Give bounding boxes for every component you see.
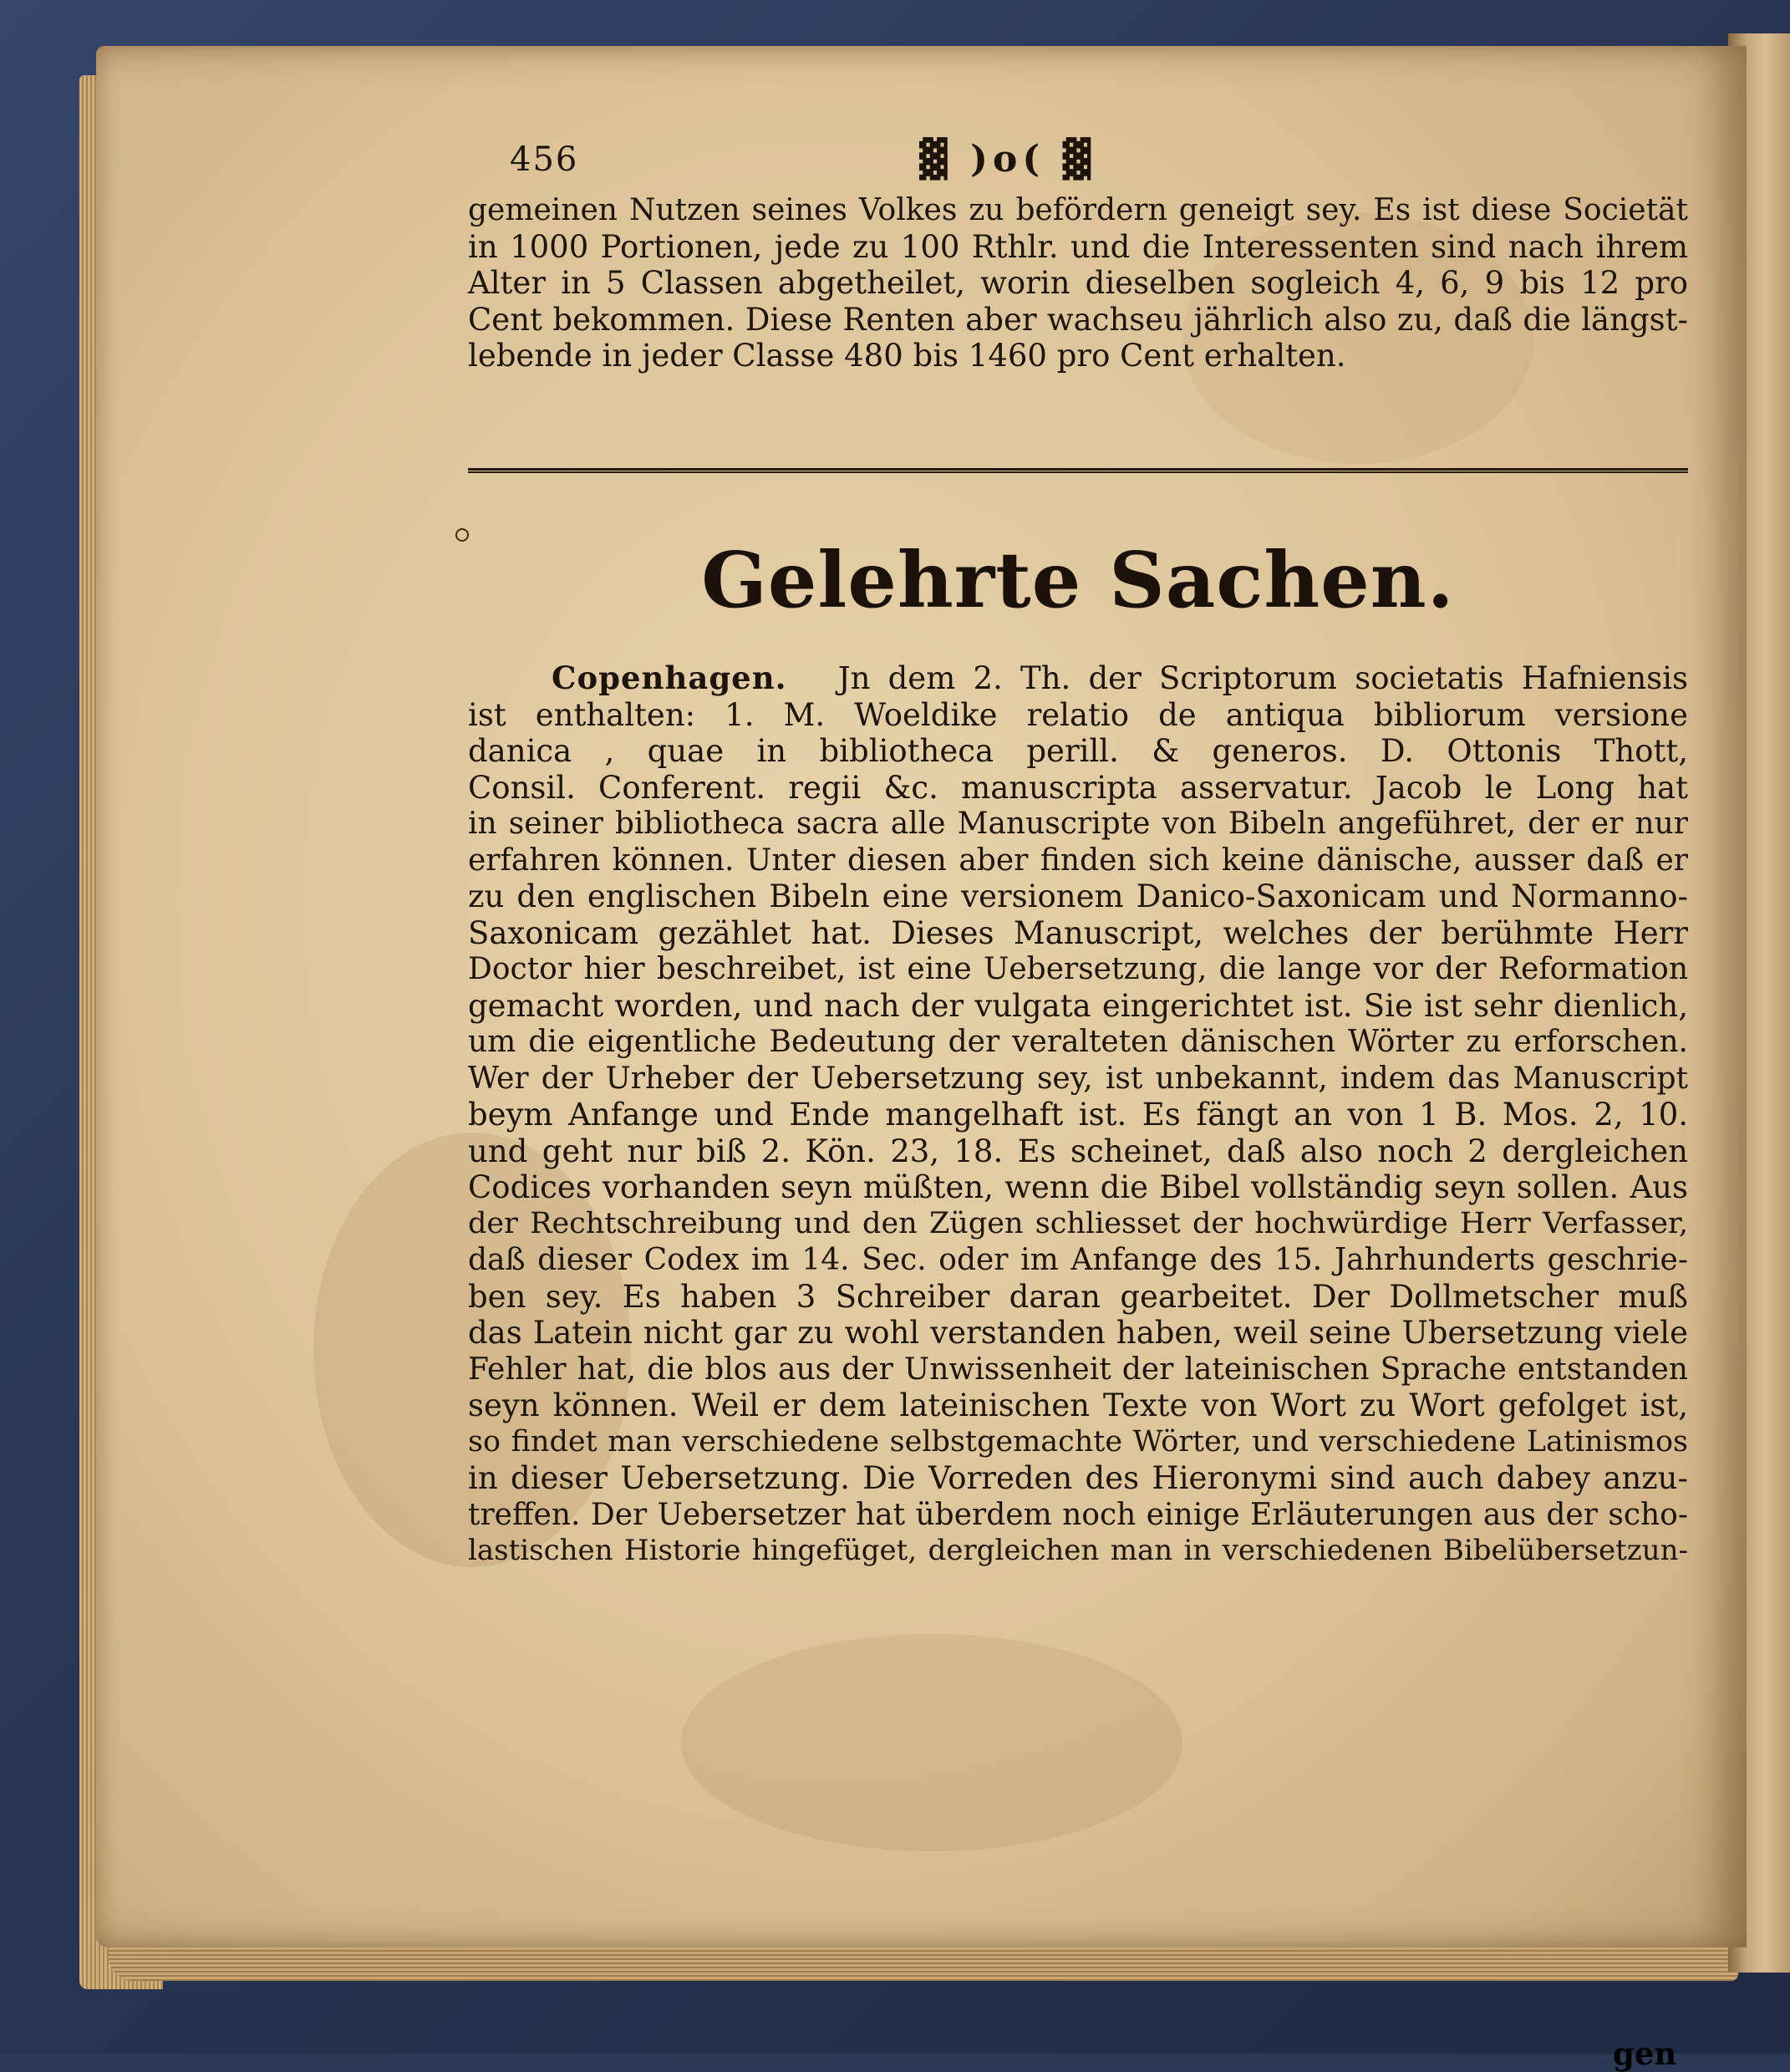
page-number: 456 xyxy=(510,140,579,179)
article-paragraph xyxy=(468,660,1688,1570)
section-heading: Gelehrte Sachen. xyxy=(701,535,1455,625)
text-line: seyn können. Weil er dem lateinischen Texte von Wort zu Wort gefolget ist, xyxy=(468,1387,1688,1423)
text-line: Consil. Conferent. regii &c. manuscripta asservatur. Jacob le Long hat xyxy=(468,769,1688,806)
intro-paragraph xyxy=(468,192,1688,374)
text-line-rest: Jn dem 2. Th. der Scriptorum societatis Hafniensis xyxy=(837,660,1688,696)
catchword: gen xyxy=(1613,2035,1677,2072)
page-top-block xyxy=(468,134,1688,374)
text-line-first xyxy=(468,660,1688,697)
text-line: ben sey. Es haben 3 Schreiber daran gearbeitet. Der Dollmetscher muß xyxy=(468,1278,1688,1315)
text-line: um die eigentliche Bedeutung der veralteten dänischen Wörter zu erforschen. xyxy=(468,1025,1688,1059)
text-line: zu den englischen Bibeln eine versionem Danico-Saxonicam und Normanno- xyxy=(468,878,1688,914)
text-line: Doctor hier beschreibet, ist eine Uebersetzung, die lange vor der Reformation xyxy=(468,952,1688,986)
text-line: Fehler hat, die blos aus der Unwissenheit der lateinischen Sprache entstanden xyxy=(468,1352,1688,1387)
section-divider xyxy=(468,468,1688,473)
article-body xyxy=(468,660,1688,1570)
text-line: daß dieser Codex im 14. Sec. oder im Anfange des 15. Jahrhunderts geschrie- xyxy=(468,1243,1688,1277)
running-head-ornament: ▓ )o( ▓ xyxy=(919,138,1096,181)
place-name: Copenhagen. xyxy=(552,659,787,696)
text-line: beym Anfange und Ende mangelhaft ist. Es fängt an von 1 B. Mos. 2, 10. xyxy=(468,1097,1688,1133)
margin-mark xyxy=(455,528,469,542)
text-line: gemacht worden, und nach der vulgata eingerichtet ist. Sie ist sehr dienlich, xyxy=(468,987,1688,1024)
text-line: in dieser Uebersetzung. Die Vorreden des Hieronymi sind auch dabey anzu- xyxy=(468,1460,1688,1496)
page-header xyxy=(468,134,1688,192)
text-line: treffen. Der Uebersetzer hat überdem noch einige Erläuterungen aus der scho- xyxy=(468,1497,1688,1532)
text-line: in seiner bibliotheca sacra alle Manuscripte von Bibeln angeführet, der er nur xyxy=(468,807,1688,841)
text-line: lastischen Historie hingefüget, dergleichen man in verschiedenen Bibelübersetzun- xyxy=(468,1534,1688,1567)
text-line: ist enthalten: 1. M. Woeldike relatio de antiqua bibliorum versione xyxy=(468,696,1688,733)
text-line: so findet man verschiedene selbstgemachte Wörter, und verschiedene Latinismos xyxy=(468,1424,1688,1459)
text-line: Codices vorhanden seyn müßten, wenn die Bibel vollständig seyn sollen. Aus xyxy=(468,1169,1688,1205)
text-line: erfahren können. Unter diesen aber finden sich keine dänische, ausser daß er xyxy=(468,843,1688,878)
paper-stain xyxy=(681,1634,1182,1851)
text-line: der Rechtschreibung und den Zügen schliesset der hochwürdige Herr Verfasser, xyxy=(468,1206,1688,1240)
text-line: das Latein nicht gar zu wohl verstanden haben, weil seine Ubersetzung viele xyxy=(468,1315,1688,1351)
text-line: danica , quae in bibliotheca perill. & generos. D. Ottonis Thott, xyxy=(468,733,1688,769)
text-line: Cent bekommen. Diese Renten aber wachseu jährlich also zu, daß die längst- xyxy=(468,301,1688,338)
text-line: Alter in 5 Classen abgetheilet, worin dieselben sogleich 4, 6, 9 bis 12 pro xyxy=(468,265,1688,301)
text-line: Saxonicam gezählet hat. Dieses Manuscript, welches der berühmte Herr xyxy=(468,914,1688,951)
text-line: lebende in jeder Classe 480 bis 1460 pro Cent erhalten. xyxy=(468,338,1346,374)
text-line: in 1000 Portionen, jede zu 100 Rthlr. und die Interessenten sind nach ihrem xyxy=(468,228,1688,265)
text-line: und geht nur biß 2. Kön. 23, 18. Es scheinet, daß also noch 2 dergleichen xyxy=(468,1133,1688,1169)
text-line: Wer der Urheber der Uebersetzung sey, ist unbekannt, indem das Manuscript xyxy=(468,1061,1688,1096)
text-line: gemeinen Nutzen seines Volkes zu befördern geneigt sey. Es ist diese Societät xyxy=(468,193,1688,227)
